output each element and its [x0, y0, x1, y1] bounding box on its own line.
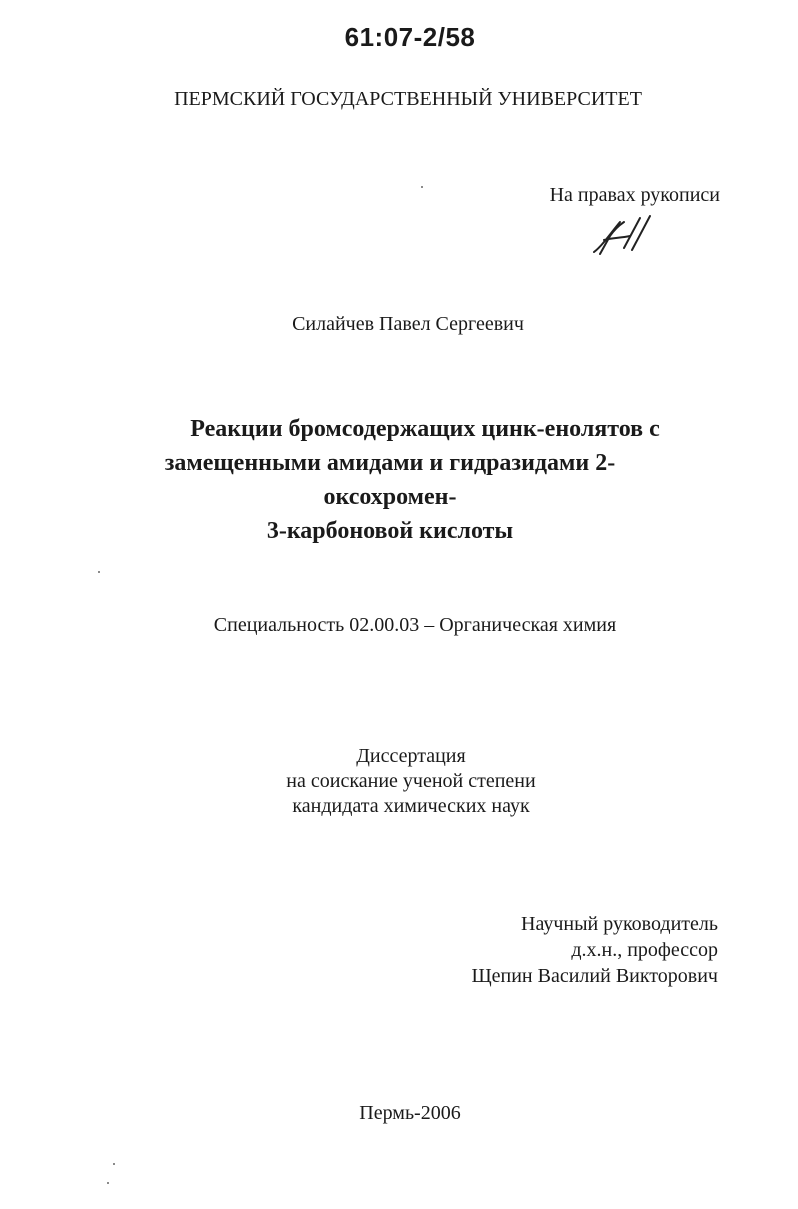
university-name: ПЕРМСКИЙ ГОСУДАРСТВЕННЫЙ УНИВЕРСИТЕТ	[174, 88, 642, 110]
supervisor-block	[471, 911, 718, 989]
dissertation-line: кандидата химических наук	[292, 795, 530, 817]
supervisor-role: Научный руководитель	[521, 913, 718, 935]
city-year: Пермь-2006	[359, 1102, 461, 1124]
author-name: Силайчев Павел Сергеевич	[292, 313, 524, 335]
scan-speck	[113, 1163, 115, 1165]
title-line: замещенными амидами и гидразидами 2-оксохромен-	[164, 450, 616, 510]
scan-speck	[421, 186, 423, 188]
dissertation-title	[110, 412, 670, 548]
archive-code: 61:07-2/58	[344, 22, 476, 52]
title-line: Реакции бромсодержащих цинк-енолятов с	[190, 416, 660, 442]
dissertation-line: Диссертация	[356, 745, 466, 767]
supervisor-degree: д.х.н., профессор	[571, 939, 718, 961]
dissertation-type	[0, 744, 798, 819]
title-line: 3-карбоновой кислоты	[266, 518, 514, 544]
dissertation-line: на соискание ученой степени	[286, 770, 536, 792]
specialty: Специальность 02.00.03 – Органическая химия	[213, 614, 617, 636]
rights-note: На правах рукописи	[549, 184, 720, 206]
signature-icon	[590, 212, 662, 258]
scan-speck	[98, 571, 100, 573]
supervisor-name: Щепин Василий Викторович	[471, 965, 718, 987]
scan-speck	[107, 1182, 109, 1184]
